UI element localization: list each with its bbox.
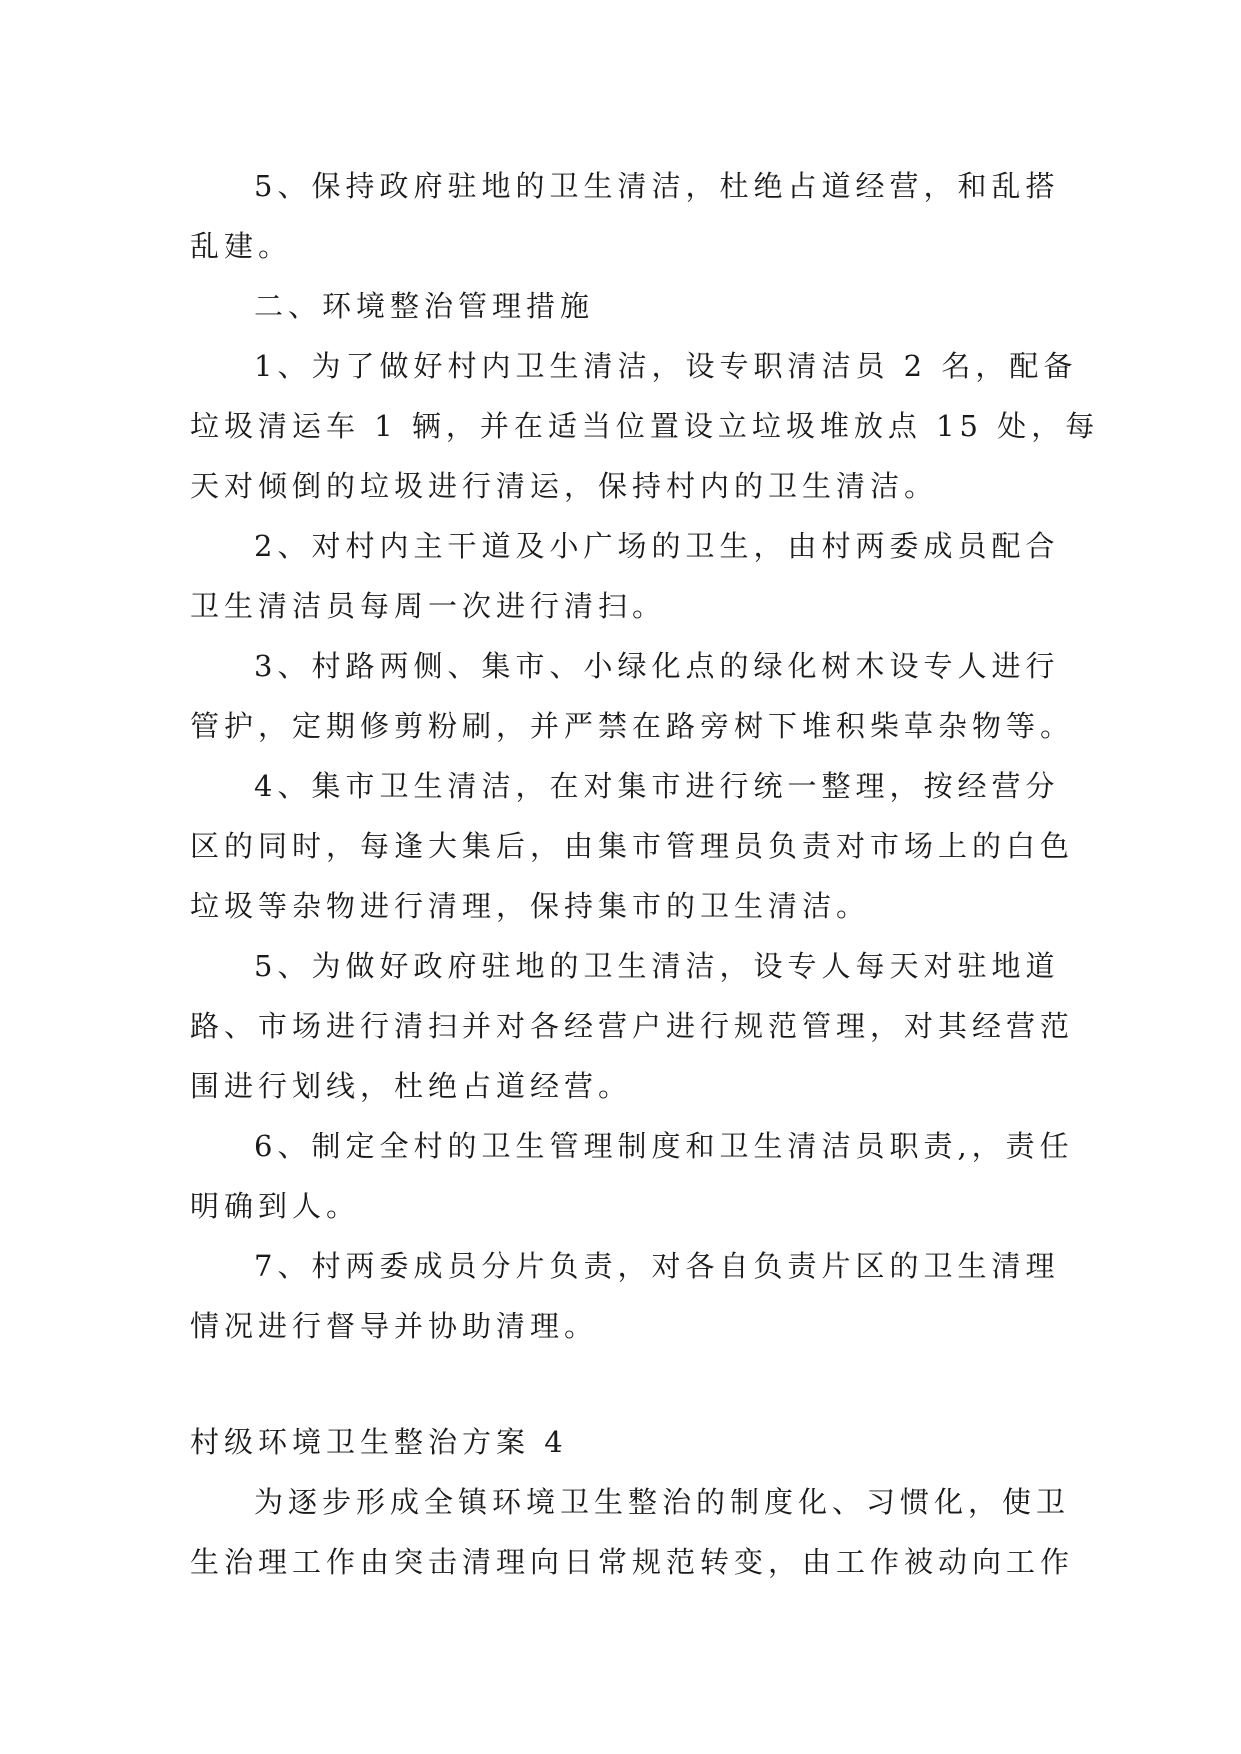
- paragraph-line: 3、村路两侧、集市、小绿化点的绿化树木设专人进行: [254, 649, 1060, 683]
- paragraph-line: 生治理工作由突击清理向日常规范转变，由工作被动向工作: [190, 1545, 1075, 1579]
- paragraph-line: 围进行划线，杜绝占道经营。: [190, 1069, 633, 1103]
- paragraph-line: 5、为做好政府驻地的卫生清洁，设专人每天对驻地道: [254, 949, 1060, 983]
- paragraph-line: 天对倾倒的垃圾进行清运，保持村内的卫生清洁。: [190, 469, 939, 503]
- paragraph-line: 明确到人。: [190, 1189, 361, 1223]
- paragraph-line: 为逐步形成全镇环境卫生整治的制度化、习惯化，使卫: [254, 1485, 1071, 1519]
- paragraph-line: 区的同时，每逢大集后，由集市管理员负责对市场上的白色: [190, 829, 1075, 863]
- paragraph-line: 5、保持政府驻地的卫生清洁，杜绝占道经营，和乱搭: [254, 169, 1060, 203]
- paragraph-line: 垃圾清运车 1 辆，并在适当位置设立垃圾堆放点 15 处，每: [190, 409, 1100, 443]
- paragraph-line: 1、为了做好村内卫生清洁，设专职清洁员 2 名，配备: [254, 349, 1078, 383]
- paragraph-line: 6、制定全村的卫生管理制度和卫生清洁员职责,，责任: [254, 1129, 1074, 1163]
- paragraph-line: 垃圾等杂物进行清理，保持集市的卫生清洁。: [190, 889, 871, 923]
- paragraph-line: 路、市场进行清扫并对各经营户进行规范管理，对其经营范: [190, 1009, 1075, 1043]
- document-heading: 村级环境卫生整治方案 4: [190, 1425, 568, 1459]
- section-heading: 二、环境整治管理措施: [254, 289, 595, 323]
- paragraph-line: 4、集市卫生清洁，在对集市进行统一整理，按经营分: [254, 769, 1060, 803]
- paragraph-line: 情况进行督导并协助清理。: [190, 1309, 599, 1343]
- paragraph-line: 卫生清洁员每周一次进行清扫。: [190, 589, 667, 623]
- paragraph-line: 7、村两委成员分片负责，对各自负责片区的卫生清理: [254, 1249, 1060, 1283]
- paragraph-line: 乱建。: [190, 229, 293, 263]
- paragraph-line: 管护，定期修剪粉刷，并严禁在路旁树下堆积柴草杂物等。: [190, 709, 1075, 743]
- paragraph-line: 2、对村内主干道及小广场的卫生，由村两委成员配合: [254, 529, 1060, 563]
